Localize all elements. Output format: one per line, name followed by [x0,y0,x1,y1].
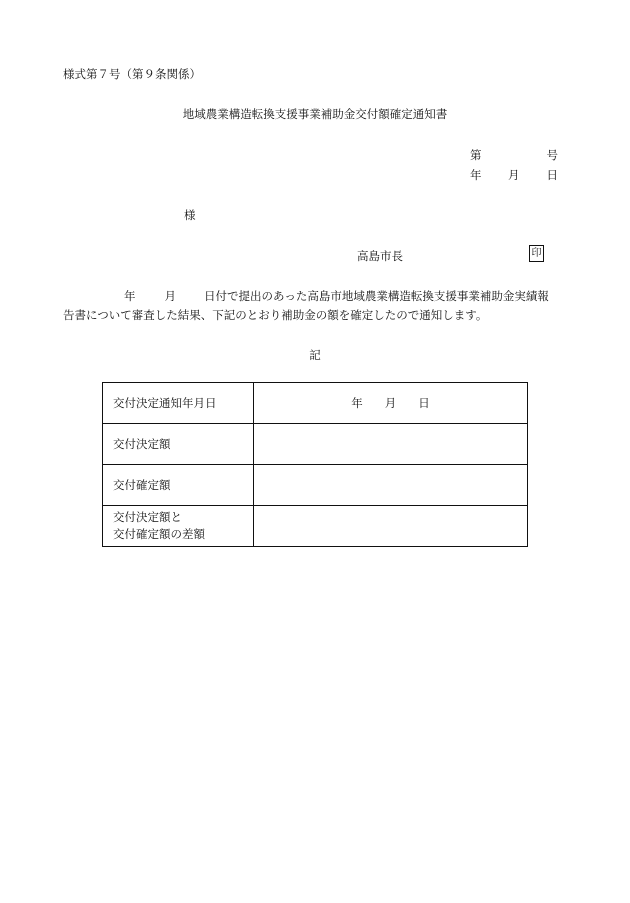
body-month: 月 [164,289,176,303]
row-label [103,506,254,547]
table-row [103,424,528,465]
table-row [103,465,528,506]
decision-date-day: 日 [418,396,430,410]
row-label: 交付確定額 [103,465,254,506]
doc-number-suffix: 号 [546,148,558,162]
decision-date-cell [254,383,528,424]
ki-heading: 記 [309,348,321,362]
doc-number-prefix: 第 [470,148,482,162]
body-paragraph-line2: 告書について審査した結果、下記のとおり補助金の額を確定したので通知します。 [63,308,488,322]
seal-mark: 印 [529,245,544,262]
document-title: 地域農業構造転換支援事業補助金交付額確定通知書 [182,107,448,121]
row-label: 交付決定通知年月日 [103,383,254,424]
issue-date-month: 月 [508,168,520,182]
decision-amount-cell [254,424,528,465]
decision-date-year: 年 [351,396,363,410]
confirmed-amount-cell [254,465,528,506]
sender-name: 高島市長 [357,249,403,263]
row-label: 交付決定額 [103,424,254,465]
body-line1-text: 日付で提出のあった高島市地域農業構造転換支援事業補助金実績報 [204,289,549,303]
decision-date-month: 月 [384,396,397,410]
form-number: 様式第７号（第９条関係） [63,67,201,81]
row-label-line2: 交付確定額の差額 [113,527,205,541]
row-label-line1: 交付決定額と [113,510,182,524]
difference-amount-cell [254,506,528,547]
details-table [102,382,528,547]
table-row [103,506,528,547]
body-year: 年 [124,289,136,303]
table-row [103,383,528,424]
issue-date-year: 年 [470,168,482,182]
body-paragraph-line1 [124,288,549,304]
issue-date-day: 日 [546,168,558,182]
recipient-honorific: 様 [184,208,196,222]
